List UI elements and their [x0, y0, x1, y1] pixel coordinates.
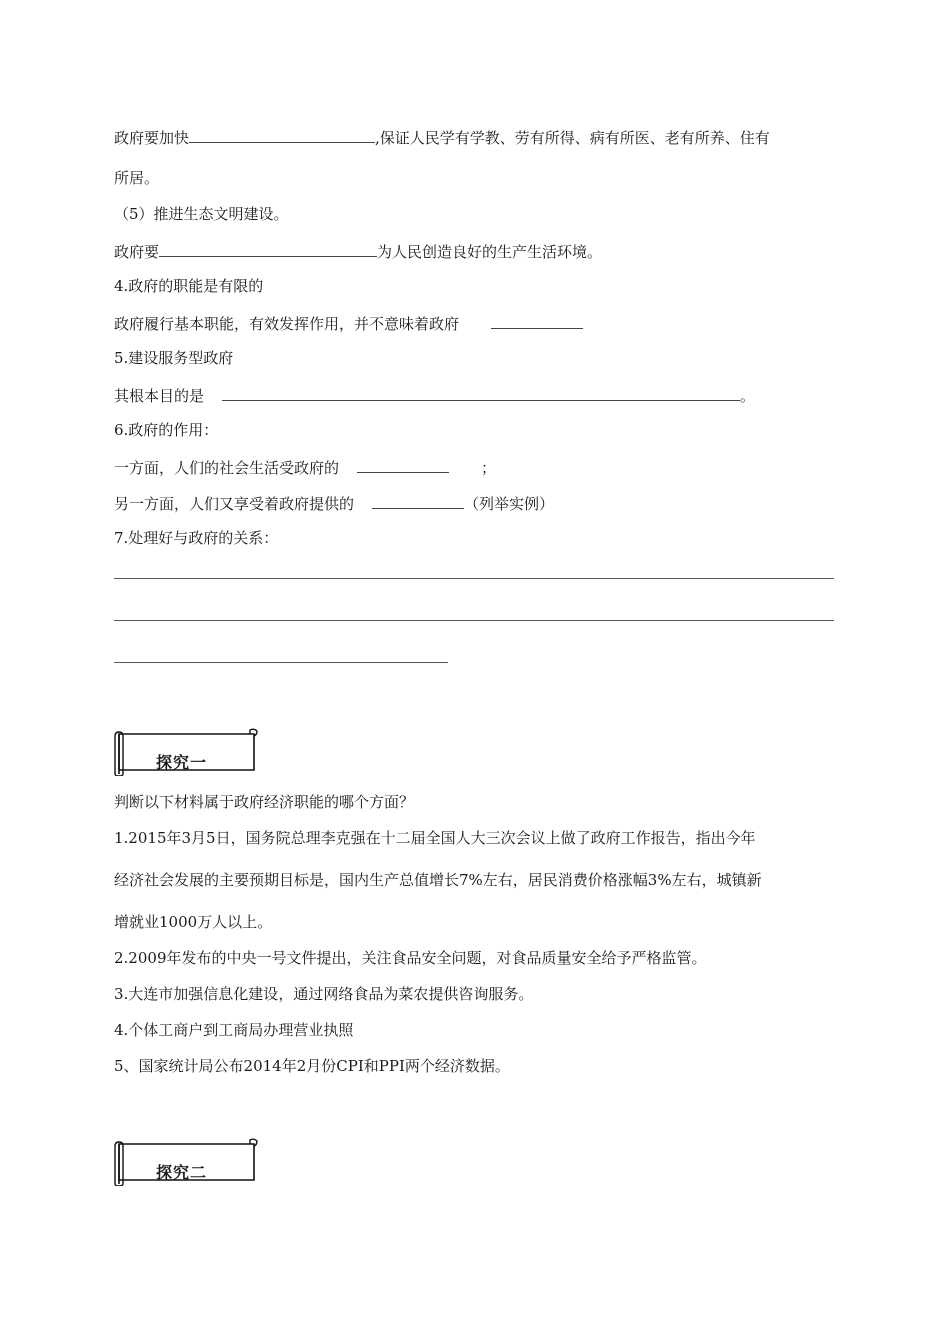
text-segment: 一方面，人们的社会生活受政府的 — [114, 459, 340, 477]
text-line-5: 4.政府的职能是有限的 — [114, 277, 264, 295]
section-title: 探究一 — [156, 753, 208, 772]
material-1-line-2: 经济社会发展的主要预期目标是，国内生产总值增长7%左右，居民消费价格涨幅3%左右，城镇新 — [114, 871, 762, 889]
text-segment: 。 — [740, 387, 756, 405]
fill-blank[interactable] — [372, 492, 464, 509]
text-line-7: 5.建设服务型政府 — [114, 349, 234, 367]
fill-blank[interactable] — [357, 456, 449, 473]
fill-blank[interactable] — [491, 312, 583, 329]
section-banner-explore-1 — [112, 728, 258, 774]
fill-blank[interactable] — [189, 126, 375, 143]
fill-blank[interactable] — [159, 240, 377, 257]
material-2: 2.2009年发布的中央一号文件提出，关注食品安全问题，对食品质量安全给予严格监管。 — [114, 949, 707, 967]
text-line-6 — [114, 312, 583, 334]
text-line-8 — [114, 384, 755, 406]
text-segment: ； — [481, 459, 497, 477]
text-segment: 政府要加快 — [114, 129, 190, 147]
text-line-3: （5）推进生态文明建设。 — [114, 205, 289, 223]
answer-line[interactable] — [114, 578, 834, 579]
text-line-1 — [114, 126, 770, 148]
material-1-line-3: 增就业1000万人以上。 — [114, 913, 273, 931]
text-line-10 — [114, 456, 496, 478]
text-line-12: 7.处理好与政府的关系： — [114, 529, 279, 547]
text-segment: , — [375, 129, 380, 147]
answer-line[interactable] — [114, 620, 834, 621]
fill-blank[interactable] — [222, 384, 740, 401]
material-4: 4.个体工商户到工商局办理营业执照 — [114, 1021, 354, 1039]
text-line-2: 所居。 — [114, 169, 160, 187]
text-line-9: 6.政府的作用： — [114, 421, 219, 439]
material-3: 3.大连市加强信息化建设，通过网络食品为菜农提供咨询服务。 — [114, 985, 534, 1003]
text-segment: 保证人民学有学教、劳有所得、病有所医、老有所养、住有 — [379, 129, 770, 147]
text-segment: （列举实例） — [464, 495, 555, 513]
text-line-11 — [114, 492, 554, 514]
material-5: 5、国家统计局公布2014年2月份CPI和PPI两个经济数据。 — [114, 1057, 510, 1075]
text-segment: 政府要 — [114, 243, 160, 261]
text-segment: 为人民创造良好的生产生活环境。 — [377, 243, 603, 261]
text-segment: 政府履行基本职能，有效发挥作用，并不意味着政府 — [114, 315, 460, 333]
text-line-4 — [114, 240, 602, 262]
question-intro: 判断以下材料属于政府经济职能的哪个方面？ — [114, 793, 415, 811]
section-title: 探究二 — [156, 1163, 208, 1182]
text-segment: 其根本目的是 — [114, 387, 205, 405]
section-banner-explore-2 — [112, 1138, 258, 1184]
answer-line[interactable] — [114, 662, 448, 663]
material-1-line-1: 1.2015年3月5日，国务院总理李克强在十二届全国人大三次会议上做了政府工作报告，指出今年 — [114, 829, 756, 847]
text-segment: 另一方面，人们又享受着政府提供的 — [114, 495, 355, 513]
